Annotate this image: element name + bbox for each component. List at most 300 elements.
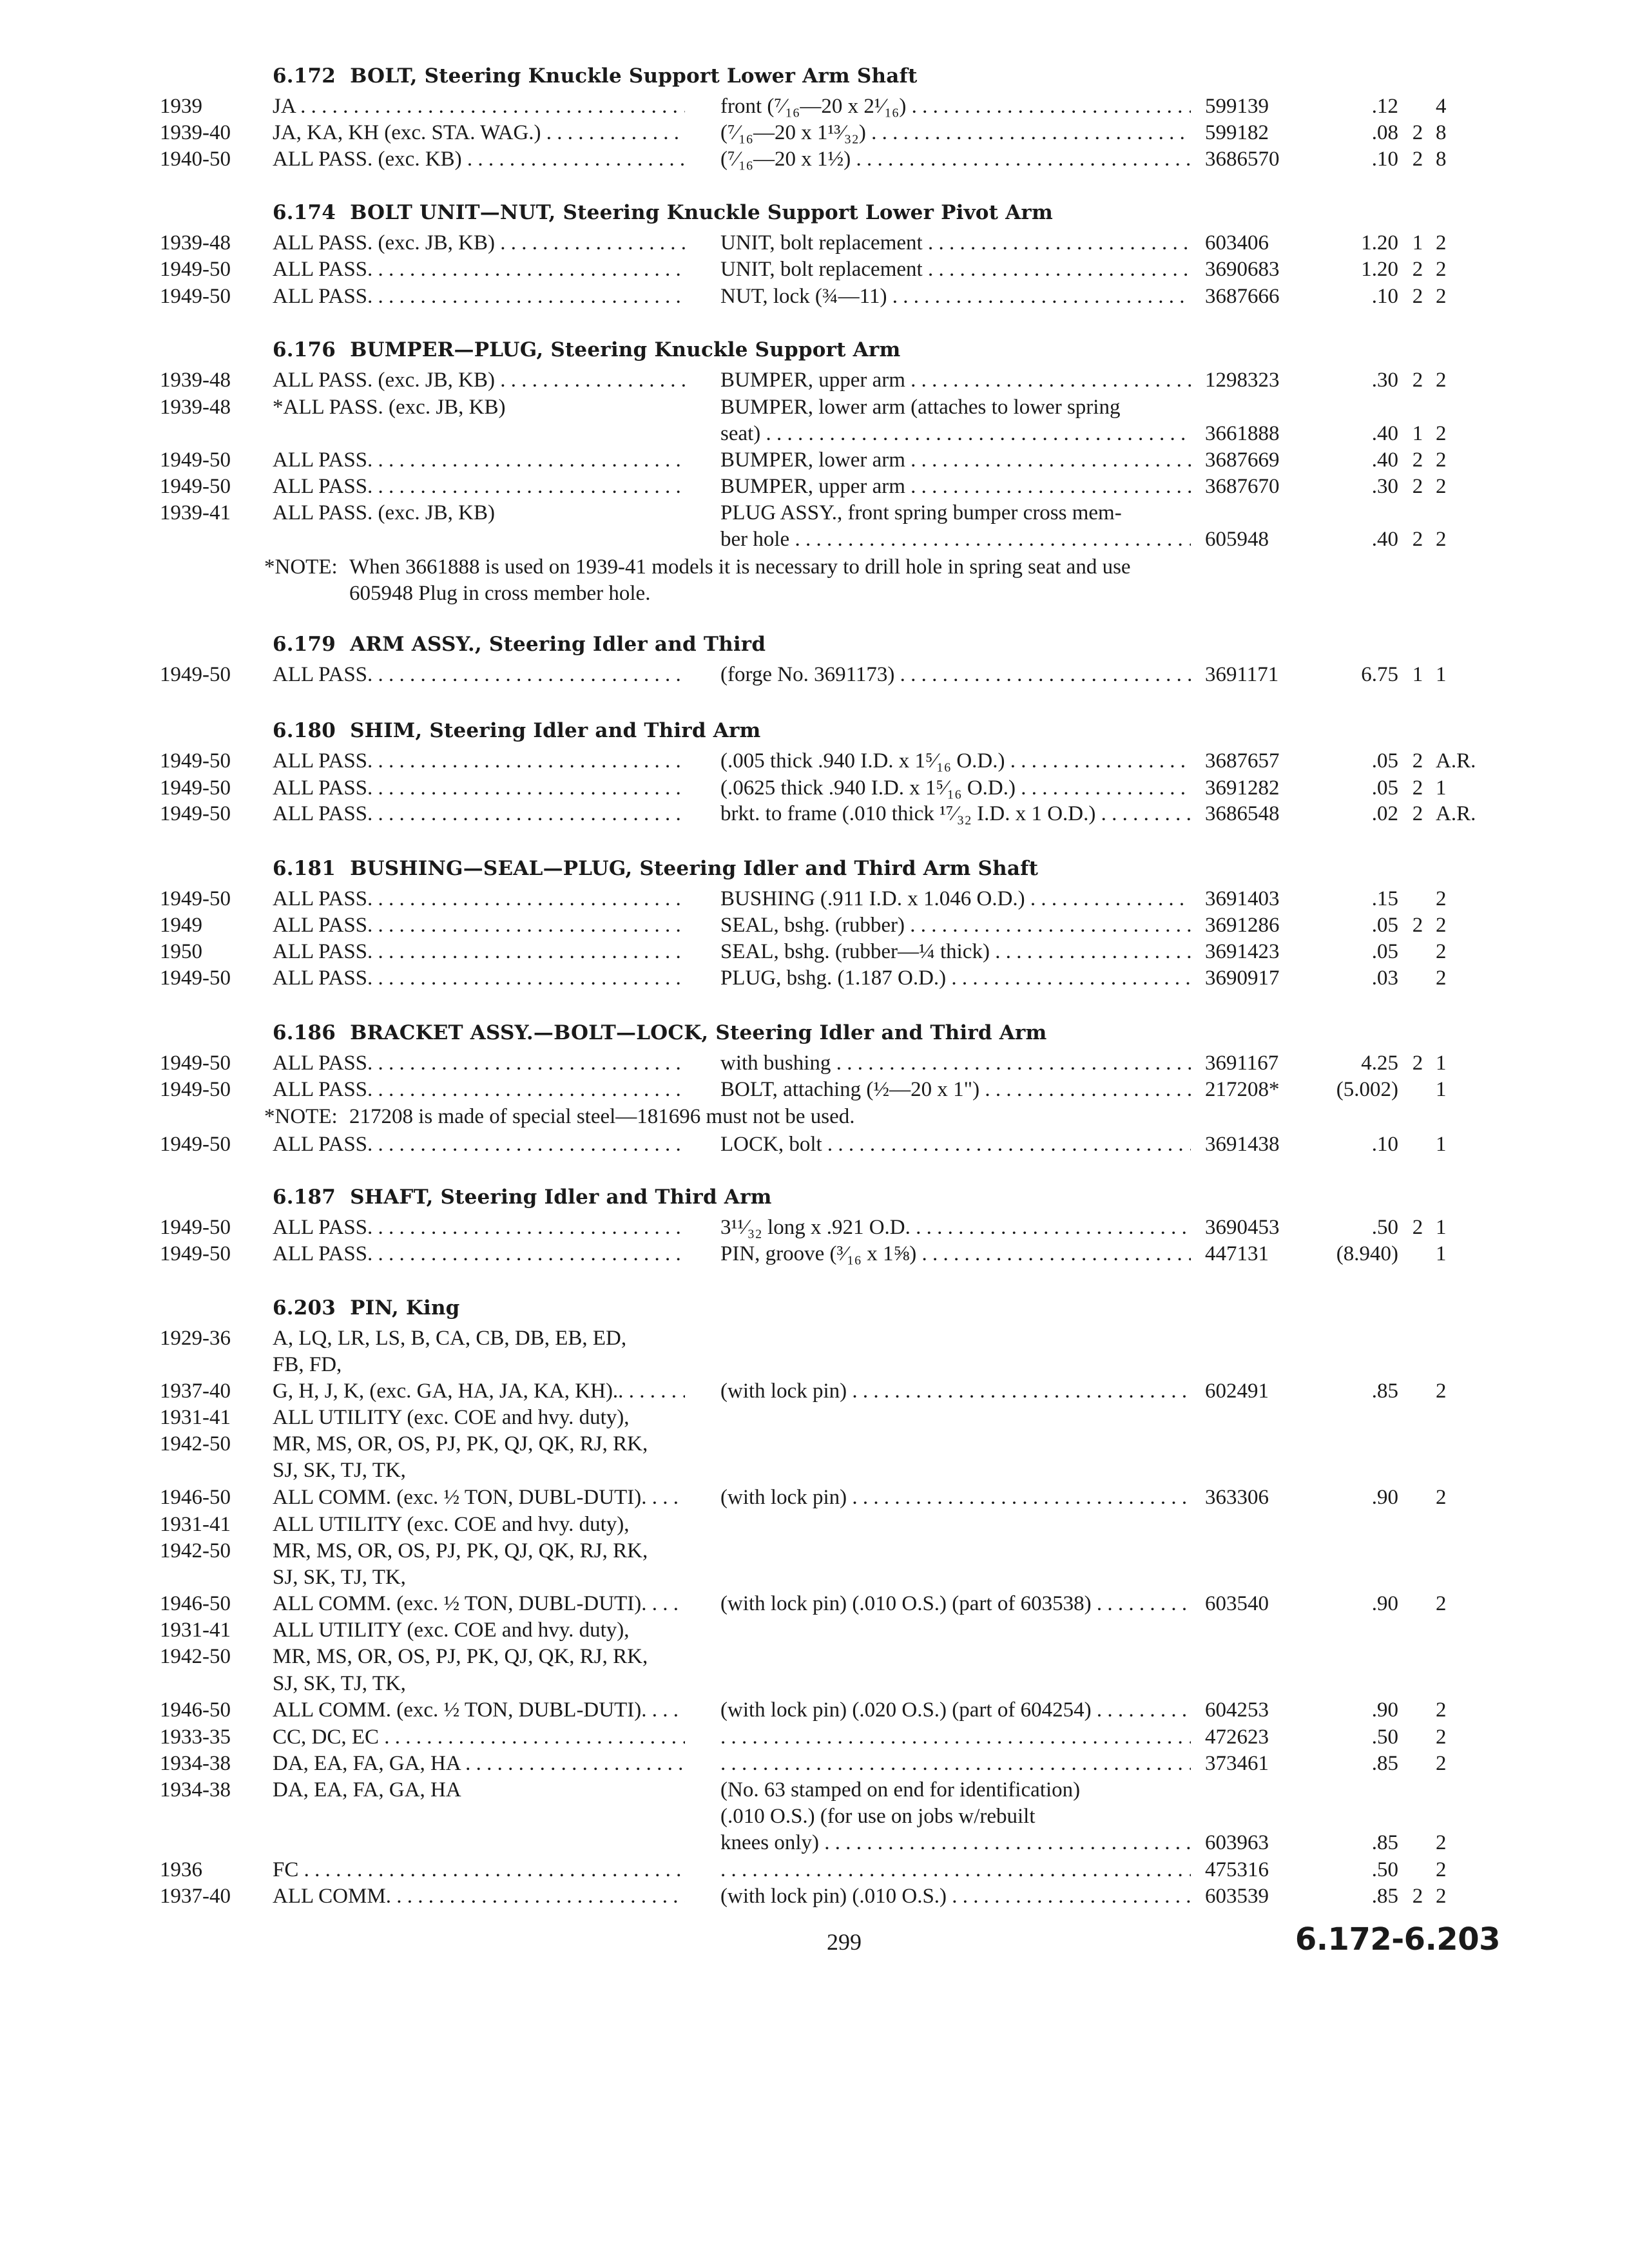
year-range: 1949-50	[160, 1216, 231, 1239]
year-range: 1939	[160, 95, 202, 118]
year-range: 1949-50	[160, 1052, 231, 1075]
part-number: 603406	[1205, 231, 1269, 255]
model-list	[273, 474, 685, 500]
part-number: 599139	[1205, 95, 1269, 118]
model-text: ALL UTILITY (exc. COE and hvy. duty),	[273, 1513, 630, 1536]
part-description	[720, 1215, 1191, 1241]
model-text: DA, EA, FA, GA, HA	[273, 1752, 460, 1775]
model-list	[273, 1697, 685, 1724]
price: (5.002)	[1336, 1078, 1398, 1101]
year-range: 1931-41	[160, 1619, 231, 1642]
description-text: seat)	[720, 422, 761, 445]
part-description	[720, 120, 1191, 146]
description-text: (with lock pin) (.020 O.S.) (part of 604254)	[720, 1698, 1092, 1722]
quantity-per-package: 2	[1436, 887, 1447, 910]
price: .40	[1371, 448, 1398, 472]
part-number: 3691423	[1205, 940, 1280, 963]
price: (8.940)	[1336, 1242, 1398, 1265]
description-text: (⁷⁄₁₆—20 x 1½)	[720, 148, 851, 171]
part-description	[720, 662, 1191, 688]
model-text: ALL PASS.	[273, 966, 373, 990]
model-text: JA, KA, KH (exc. STA. WAG.)	[273, 121, 541, 144]
year-range: 1933-35	[160, 1725, 231, 1749]
part-number: 3687670	[1205, 475, 1280, 498]
description-text: SEAL, bshg. (rubber)	[720, 914, 905, 937]
quantity-per-package: 2	[1436, 1379, 1447, 1403]
price: .85	[1371, 1379, 1398, 1403]
description-text: SEAL, bshg. (rubber—¼ thick)	[720, 940, 990, 963]
section-heading	[273, 856, 1038, 881]
year-range: 1949-50	[160, 1242, 231, 1265]
price: 4.25	[1361, 1052, 1398, 1075]
part-number: 603963	[1205, 1831, 1269, 1854]
part-description	[720, 284, 1191, 310]
model-list	[273, 447, 685, 474]
section-title: PIN, King	[350, 1296, 460, 1320]
price: .30	[1371, 475, 1398, 498]
part-description	[720, 1883, 1191, 1910]
quantity-per-car: 2	[1412, 749, 1423, 773]
part-description	[720, 1697, 1191, 1724]
model-text: MR, MS, OR, OS, PJ, PK, QJ, QK, RJ, RK,	[273, 1645, 648, 1668]
section-title: SHAFT, Steering Idler and Third Arm	[350, 1186, 772, 1209]
year-range: 1931-41	[160, 1513, 231, 1536]
section-range: 6.172-6.203	[1295, 1921, 1500, 1957]
model-text: ALL PASS. (exc. JB, KB)	[273, 369, 496, 392]
year-range: 1949-50	[160, 285, 231, 308]
year-range: 1949-50	[160, 887, 231, 910]
year-range: 1942-50	[160, 1645, 231, 1668]
part-number: 3687657	[1205, 749, 1280, 773]
year-range: 1939-48	[160, 369, 231, 392]
description-text: (with lock pin) (.010 O.S.) (part of 603538)	[720, 1592, 1092, 1615]
model-list	[273, 775, 685, 802]
section-number: 6.180	[273, 719, 336, 742]
year-range: 1937-40	[160, 1379, 231, 1403]
model-list	[273, 93, 685, 120]
section-title: BUSHING—SEAL—PLUG, Steering Idler and Third Arm Shaft	[350, 857, 1039, 880]
section-number: 6.179	[273, 633, 336, 656]
part-description	[720, 1050, 1191, 1077]
part-number: 3687669	[1205, 448, 1280, 472]
model-text: ALL COMM. (exc. ½ TON, DUBL-DUTI).	[273, 1486, 647, 1509]
section-heading	[273, 718, 761, 744]
part-number: 603539	[1205, 1885, 1269, 1908]
part-description	[720, 1378, 1191, 1405]
part-description	[720, 775, 1191, 802]
note-text: When 3661888 is used on 1939-41 models it is necessary to drill hole in spring seat and use 605948 Plug in cross member hole.	[349, 555, 1131, 605]
model-text: ALL PASS.	[273, 749, 373, 773]
model-list	[273, 146, 685, 173]
section-heading	[273, 337, 900, 363]
quantity-per-package: 1	[1436, 1078, 1447, 1101]
description-text: (.005 thick .940 I.D. x 1⁵⁄₁₆ O.D.)	[720, 749, 1005, 773]
quantity-per-car: 1	[1412, 231, 1423, 255]
price: .30	[1371, 369, 1398, 392]
model-text: ALL PASS.	[273, 776, 373, 800]
quantity-per-package: 2	[1436, 1725, 1447, 1749]
price: .90	[1371, 1698, 1398, 1722]
price: 6.75	[1361, 663, 1398, 686]
model-list	[273, 120, 685, 146]
quantity-per-package: 1	[1436, 1052, 1447, 1075]
description-text: PIN, groove (³⁄₁₆ x 1⅝)	[720, 1242, 917, 1265]
part-number: 3691403	[1205, 887, 1280, 910]
description-text: (.010 O.S.) (for use on jobs w/rebuilt	[720, 1805, 1036, 1828]
quantity-per-car: 2	[1412, 369, 1423, 392]
quantity-per-car: 2	[1412, 1216, 1423, 1239]
price: 1.20	[1361, 231, 1398, 255]
year-range: 1949	[160, 914, 202, 937]
part-number: 3687666	[1205, 285, 1280, 308]
description-text: (with lock pin)	[720, 1486, 847, 1509]
quantity-per-car: 2	[1412, 475, 1423, 498]
model-text: ALL COMM.	[273, 1885, 391, 1908]
model-list	[273, 1512, 685, 1538]
quantity-per-package: 2	[1436, 1858, 1447, 1881]
quantity-per-package: 1	[1436, 663, 1447, 686]
price: .02	[1371, 802, 1398, 825]
quantity-per-car: 1	[1412, 422, 1423, 445]
quantity-per-car: 2	[1412, 802, 1423, 825]
year-range: 1949-50	[160, 475, 231, 498]
section-heading	[273, 1020, 1047, 1046]
part-number: 475316	[1205, 1858, 1269, 1881]
quantity-per-package: 8	[1436, 121, 1447, 144]
model-text: ALL PASS.	[273, 1242, 373, 1265]
model-text: G, H, J, K, (exc. GA, HA, JA, KA, KH)..	[273, 1379, 624, 1403]
price: .85	[1371, 1831, 1398, 1854]
part-description	[720, 1485, 1191, 1511]
price: .03	[1371, 966, 1398, 990]
quantity-per-package: 1	[1436, 1216, 1447, 1239]
model-text: SJ, SK, TJ, TK,	[273, 1566, 406, 1589]
year-range: 1942-50	[160, 1432, 231, 1456]
quantity-per-car: 2	[1412, 148, 1423, 171]
quantity-per-car: 1	[1412, 663, 1423, 686]
model-list	[273, 1077, 685, 1103]
year-range: 1934-38	[160, 1778, 231, 1802]
model-text: ALL PASS.	[273, 448, 373, 472]
model-list	[273, 1564, 685, 1591]
part-number: 3691171	[1205, 663, 1279, 686]
year-range: 1946-50	[160, 1486, 231, 1509]
description-text: knees only)	[720, 1831, 820, 1854]
price: .40	[1371, 422, 1398, 445]
model-text: ALL PASS.	[273, 1052, 373, 1075]
quantity-per-car: 2	[1412, 448, 1423, 472]
quantity-per-package: 2	[1436, 258, 1447, 281]
model-text: ALL PASS.	[273, 887, 373, 910]
quantity-per-car: 2	[1412, 776, 1423, 800]
price: .05	[1371, 914, 1398, 937]
model-list	[273, 1241, 685, 1267]
part-number: 3691438	[1205, 1133, 1280, 1156]
quantity-per-package: 2	[1436, 475, 1447, 498]
part-number: 599182	[1205, 121, 1269, 144]
model-list	[273, 1751, 685, 1777]
section-heading	[273, 1184, 772, 1210]
model-list	[273, 1352, 685, 1378]
description-text: brkt. to frame (.010 thick ¹⁷⁄₃₂ I.D. x 1 O.D.)	[720, 802, 1096, 825]
part-number: 3686548	[1205, 802, 1280, 825]
part-description	[720, 939, 1191, 965]
model-text: SJ, SK, TJ, TK,	[273, 1459, 406, 1482]
description-text: LOCK, bolt	[720, 1133, 822, 1156]
description-text: front (⁷⁄₁₆—20 x 2¹⁄₁₆)	[720, 95, 907, 118]
part-description	[720, 1241, 1191, 1267]
quantity-per-package: 1	[1436, 776, 1447, 800]
part-description	[720, 1857, 1191, 1883]
model-text: SJ, SK, TJ, TK,	[273, 1672, 406, 1695]
year-range: 1934-38	[160, 1752, 231, 1775]
year-range: 1939-40	[160, 121, 231, 144]
description-text: NUT, lock (¾—11)	[720, 285, 887, 308]
description-text: 3¹¹⁄₃₂ long x .921 O.D.	[720, 1216, 911, 1239]
part-number: 363306	[1205, 1486, 1269, 1509]
section-heading	[273, 631, 766, 657]
quantity-per-package: 2	[1436, 285, 1447, 308]
section-title: BRACKET ASSY.—BOLT—LOCK, Steering Idler and Third Arm	[350, 1021, 1047, 1044]
year-range: 1949-50	[160, 776, 231, 800]
description-text: BOLT, attaching (½—20 x 1")	[720, 1078, 980, 1101]
part-description	[720, 965, 1191, 992]
description-text: (⁷⁄₁₆—20 x 1¹³⁄₃₂)	[720, 121, 866, 144]
part-number: 605948	[1205, 528, 1269, 551]
part-number: 3691167	[1205, 1052, 1279, 1075]
description-text: BUMPER, upper arm	[720, 475, 905, 498]
description-text: (.0625 thick .940 I.D. x 1⁵⁄₁₆ O.D.)	[720, 776, 1016, 800]
part-description	[720, 1724, 1191, 1751]
year-range: 1931-41	[160, 1406, 231, 1429]
part-description	[720, 146, 1191, 173]
model-text: ALL PASS. (exc. KB)	[273, 148, 462, 171]
model-text: ALL PASS.	[273, 802, 373, 825]
part-description	[720, 526, 1191, 553]
year-range: 1949-50	[160, 966, 231, 990]
description-text: UNIT, bolt replacement	[720, 258, 923, 281]
year-range: 1939-41	[160, 501, 231, 524]
model-text: ALL PASS. (exc. JB, KB)	[273, 231, 496, 255]
year-range: 1936	[160, 1858, 202, 1881]
price: .15	[1371, 887, 1398, 910]
part-description	[720, 474, 1191, 500]
model-text: ALL COMM. (exc. ½ TON, DUBL-DUTI).	[273, 1592, 647, 1615]
model-list	[273, 748, 685, 774]
model-list	[273, 1591, 685, 1617]
model-list	[273, 1538, 685, 1564]
page-number: 299	[827, 1929, 862, 1955]
quantity-per-car: 2	[1412, 121, 1423, 144]
part-description	[720, 886, 1191, 912]
part-number: 217208*	[1205, 1078, 1280, 1101]
year-range: 1946-50	[160, 1698, 231, 1722]
part-number: 3686570	[1205, 148, 1280, 171]
year-range: 1949-50	[160, 1133, 231, 1156]
model-text: JA	[273, 95, 295, 118]
model-text: CC, DC, EC	[273, 1725, 380, 1749]
model-text: ALL PASS. (exc. JB, KB)	[273, 501, 496, 524]
quantity-per-package: 1	[1436, 1133, 1447, 1156]
model-list	[273, 1050, 685, 1077]
quantity-per-package: 2	[1436, 528, 1447, 551]
model-list	[273, 1378, 685, 1405]
model-list	[273, 256, 685, 283]
quantity-per-package: 2	[1436, 1831, 1447, 1854]
price: .50	[1371, 1216, 1398, 1239]
price: .10	[1371, 148, 1398, 171]
quantity-per-package: 2	[1436, 231, 1447, 255]
description-text: (forge No. 3691173)	[720, 663, 895, 686]
price: .50	[1371, 1725, 1398, 1749]
model-list	[273, 1777, 685, 1803]
model-list	[273, 1883, 685, 1910]
model-text: ALL PASS.	[273, 285, 373, 308]
part-description	[720, 394, 1191, 421]
model-list	[273, 230, 685, 256]
part-description	[720, 801, 1191, 827]
part-number: 603540	[1205, 1592, 1269, 1615]
model-text: ALL PASS.	[273, 1078, 373, 1101]
part-description	[720, 1131, 1191, 1158]
section-title: BOLT, Steering Knuckle Support Lower Arm Shaft	[350, 64, 918, 88]
quantity-per-package: A.R.	[1436, 802, 1476, 825]
part-number: 3661888	[1205, 422, 1280, 445]
quantity-per-car: 2	[1412, 914, 1423, 937]
model-text: DA, EA, FA, GA, HA	[273, 1778, 461, 1802]
price: .10	[1371, 1133, 1398, 1156]
price: .50	[1371, 1858, 1398, 1881]
section-title: ARM ASSY., Steering Idler and Third	[350, 633, 766, 656]
part-number: 3691286	[1205, 914, 1280, 937]
year-range: 1946-50	[160, 1592, 231, 1615]
section-heading	[273, 1295, 460, 1321]
model-list	[273, 886, 685, 912]
model-list	[273, 801, 685, 827]
model-list	[273, 1857, 685, 1883]
year-range: 1949-50	[160, 258, 231, 281]
part-description	[720, 500, 1191, 526]
part-description	[720, 912, 1191, 939]
model-text: ALL UTILITY (exc. COE and hvy. duty),	[273, 1406, 630, 1429]
quantity-per-package: 2	[1436, 1698, 1447, 1722]
section-title: BUMPER—PLUG, Steering Knuckle Support Arm	[350, 338, 901, 361]
price: .05	[1371, 940, 1398, 963]
part-number: 604253	[1205, 1698, 1269, 1722]
price: 1.20	[1361, 258, 1398, 281]
part-description	[720, 1777, 1191, 1803]
part-number: 447131	[1205, 1242, 1269, 1265]
model-text: MR, MS, OR, OS, PJ, PK, QJ, QK, RJ, RK,	[273, 1432, 648, 1456]
model-list	[273, 965, 685, 992]
model-text: ALL PASS.	[273, 258, 373, 281]
quantity-per-package: 2	[1436, 1752, 1447, 1775]
quantity-per-package: 1	[1436, 1242, 1447, 1265]
section-number: 6.187	[273, 1186, 336, 1209]
model-text: FC	[273, 1858, 299, 1881]
model-text: ALL PASS.	[273, 914, 373, 937]
year-range: 1949-50	[160, 802, 231, 825]
section-number: 6.186	[273, 1021, 336, 1044]
part-number: 1298323	[1205, 369, 1280, 392]
part-description	[720, 93, 1191, 120]
section-number: 6.181	[273, 857, 336, 880]
part-description	[720, 230, 1191, 256]
part-number: 3691282	[1205, 776, 1280, 800]
price: .90	[1371, 1486, 1398, 1509]
model-list	[273, 394, 685, 421]
section-number: 6.172	[273, 64, 336, 88]
quantity-per-package: 2	[1436, 369, 1447, 392]
model-text: *ALL PASS. (exc. JB, KB)	[273, 396, 506, 419]
price: .85	[1371, 1752, 1398, 1775]
section-number: 6.174	[273, 201, 336, 224]
description-text: BUMPER, lower arm	[720, 448, 905, 472]
model-text: ALL PASS.	[273, 475, 373, 498]
model-text: ALL PASS.	[273, 1216, 373, 1239]
model-text: ALL PASS.	[273, 1133, 373, 1156]
year-range: 1937-40	[160, 1885, 231, 1908]
section-note	[264, 1104, 1192, 1130]
model-list	[273, 500, 685, 526]
quantity-per-car: 2	[1412, 1885, 1423, 1908]
model-list	[273, 1724, 685, 1751]
model-list	[273, 1617, 685, 1644]
note-label: *NOTE:	[264, 1105, 338, 1128]
year-range: 1949-50	[160, 663, 231, 686]
quantity-per-package: 2	[1436, 914, 1447, 937]
part-description	[720, 447, 1191, 474]
model-list	[273, 1325, 685, 1352]
quantity-per-package: 2	[1436, 448, 1447, 472]
model-text: ALL UTILITY (exc. COE and hvy. duty),	[273, 1619, 630, 1642]
price: .90	[1371, 1592, 1398, 1615]
model-list	[273, 1485, 685, 1511]
description-text: BUSHING (.911 I.D. x 1.046 O.D.)	[720, 887, 1025, 910]
part-description	[720, 1830, 1191, 1856]
model-text: ALL PASS.	[273, 663, 373, 686]
description-text: BUMPER, lower arm (attaches to lower spring	[720, 396, 1121, 419]
part-number: 373461	[1205, 1752, 1269, 1775]
year-range: 1949-50	[160, 448, 231, 472]
price: .85	[1371, 1885, 1398, 1908]
quantity-per-car: 2	[1412, 528, 1423, 551]
part-description	[720, 1591, 1191, 1617]
quantity-per-car: 2	[1412, 1052, 1423, 1075]
description-text: BUMPER, upper arm	[720, 369, 905, 392]
model-list	[273, 1457, 685, 1484]
part-description	[720, 748, 1191, 774]
quantity-per-package: A.R.	[1436, 749, 1476, 773]
quantity-per-package: 2	[1436, 940, 1447, 963]
model-list	[273, 1671, 685, 1697]
year-range: 1950	[160, 940, 202, 963]
price: .40	[1371, 528, 1398, 551]
section-title: SHIM, Steering Idler and Third Arm	[350, 719, 761, 742]
year-range: 1939-48	[160, 231, 231, 255]
model-list	[273, 367, 685, 394]
price: .10	[1371, 285, 1398, 308]
year-range: 1942-50	[160, 1539, 231, 1562]
section-heading	[273, 200, 1053, 226]
model-text: ALL PASS.	[273, 940, 373, 963]
note-text: 217208 is made of special steel—181696 must not be used.	[349, 1105, 855, 1128]
description-text: (with lock pin)	[720, 1379, 847, 1403]
quantity-per-package: 8	[1436, 148, 1447, 171]
description-text: (No. 63 stamped on end for identification)	[720, 1778, 1081, 1802]
model-list	[273, 939, 685, 965]
description-text: ber hole	[720, 528, 790, 551]
